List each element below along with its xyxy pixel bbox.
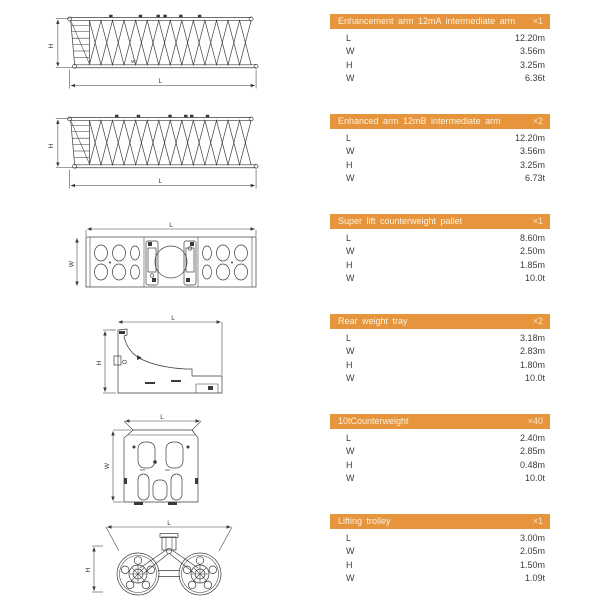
- spec-title: Enhanced arm 12mB intermediate arm: [338, 116, 501, 126]
- spec-row: [330, 545, 550, 559]
- dim-label: W: [346, 146, 355, 156]
- spec-rows: [330, 329, 550, 386]
- spec-rows: [330, 529, 550, 586]
- boom-section-a-drawing: [48, 6, 260, 98]
- spec-rows: [330, 129, 550, 186]
- dim-label: H: [346, 459, 353, 470]
- dim-label: W: [346, 246, 355, 256]
- spec-row: [330, 359, 550, 373]
- spec-header: [330, 314, 550, 329]
- spec-block-enhancement-arm-12ma: [330, 14, 550, 86]
- spec-title: 10tCounterweight: [338, 416, 409, 426]
- boom-b-length-dim-label: L: [158, 178, 163, 186]
- dim-label: H: [346, 559, 353, 570]
- dim-value: 1.50m: [519, 559, 545, 570]
- dim-label: H: [346, 359, 353, 370]
- boom-a-width-mark-label: W: [130, 59, 136, 65]
- dim-label: H: [346, 259, 353, 270]
- spec-count-badge: ×40: [527, 416, 543, 426]
- boom-section-b-drawing: [48, 106, 260, 198]
- dim-label: W: [346, 473, 355, 483]
- dim-value: 10.0t: [524, 273, 545, 283]
- pallet-length-dim-label: L: [169, 222, 173, 229]
- dim-value: 1.85m: [519, 259, 545, 270]
- spec-row: [330, 172, 550, 186]
- spec-row: [330, 432, 550, 446]
- spec-header: [330, 514, 550, 529]
- counterweight-pallet-drawing: [70, 222, 262, 296]
- spec-row: [330, 259, 550, 273]
- dim-value: 3.00m: [519, 532, 545, 543]
- dim-label: W: [346, 346, 355, 356]
- spec-row: [330, 345, 550, 359]
- dim-value: 3.56m: [519, 146, 545, 156]
- boom-a-length-dim-label: L: [158, 78, 163, 86]
- spec-row: [330, 32, 550, 46]
- dim-label: L: [346, 332, 352, 343]
- trolley-height-dim-label: H: [85, 567, 92, 573]
- dim-label: W: [346, 273, 355, 283]
- dim-label: W: [346, 446, 355, 456]
- spec-count-badge: ×1: [532, 216, 543, 226]
- dim-value: 2.40m: [519, 432, 545, 443]
- spec-count-badge: ×1: [532, 16, 543, 26]
- dim-value: 2.83m: [519, 346, 545, 356]
- spec-count-badge: ×2: [532, 116, 543, 126]
- dim-label: W: [346, 373, 355, 383]
- spec-rows: [330, 429, 550, 486]
- spec-block-lifting-trolley: [330, 514, 550, 586]
- dim-value: 2.85m: [519, 446, 545, 456]
- dim-label: W: [346, 73, 355, 83]
- spec-row: [330, 45, 550, 59]
- lifting-trolley-drawing: [76, 518, 251, 600]
- dim-value: 12.20m: [514, 32, 545, 43]
- dim-label: W: [346, 46, 355, 56]
- dim-value: 6.73t: [524, 173, 545, 183]
- pallet-width-dim-label: W: [68, 260, 76, 268]
- slab-length-dim-label: L: [160, 414, 164, 421]
- dim-label: W: [346, 173, 355, 183]
- tray-height-dim-label: H: [96, 360, 103, 366]
- spec-block-rear-weight-tray: [330, 314, 550, 386]
- dim-label: H: [346, 159, 353, 170]
- spec-block-10t-counterweight: [330, 414, 550, 486]
- dim-value: 1.80m: [519, 359, 545, 370]
- dim-value: 3.25m: [519, 159, 545, 170]
- spec-row: [330, 372, 550, 386]
- spec-block-superlift-pallet: [330, 214, 550, 286]
- dim-value: 3.18m: [519, 332, 545, 343]
- weight-tray-drawing: [95, 313, 230, 403]
- dim-label: H: [346, 59, 353, 70]
- dim-label: L: [346, 232, 352, 243]
- spec-row: [330, 232, 550, 246]
- dim-label: L: [346, 132, 352, 143]
- spec-title: Rear weight tray: [338, 316, 408, 326]
- counterweight-slab-drawing: [104, 414, 216, 508]
- spec-row: [330, 472, 550, 486]
- spec-count-badge: ×2: [532, 316, 543, 326]
- spec-row: [330, 159, 550, 173]
- spec-rows: [330, 229, 550, 286]
- dim-value: 0.48m: [519, 459, 545, 470]
- boom-a-height-dim-label: H: [47, 43, 55, 49]
- dim-value: 8.60m: [519, 232, 545, 243]
- dim-value: 10.0t: [524, 373, 545, 383]
- dim-value: 1.09t: [524, 573, 545, 583]
- dim-value: 3.25m: [519, 59, 545, 70]
- spec-row: [330, 145, 550, 159]
- spec-row: [330, 445, 550, 459]
- dim-value: 3.56m: [519, 46, 545, 56]
- spec-title: Lifting trolley: [338, 516, 391, 526]
- boom-b-height-dim-label: H: [47, 143, 55, 149]
- spec-row: [330, 572, 550, 586]
- spec-title: Enhancement arm 12mA intermediate arm: [338, 16, 516, 26]
- spec-header: [330, 14, 550, 29]
- dim-value: 2.05m: [519, 546, 545, 556]
- spec-title: Super lift counterweight pallet: [338, 216, 463, 226]
- spec-row: [330, 245, 550, 259]
- spec-count-badge: ×1: [532, 516, 543, 526]
- spec-row: [330, 559, 550, 573]
- spec-row: [330, 459, 550, 473]
- spec-header: [330, 214, 550, 229]
- dim-value: 2.50m: [519, 246, 545, 256]
- dim-label: W: [346, 573, 355, 583]
- dim-label: W: [346, 546, 355, 556]
- spec-block-enhanced-arm-12mb: [330, 114, 550, 186]
- dim-label: L: [346, 432, 352, 443]
- dim-value: 6.36t: [524, 73, 545, 83]
- spec-header: [330, 414, 550, 429]
- dim-label: L: [346, 32, 352, 43]
- spec-row: [330, 72, 550, 86]
- spec-row: [330, 332, 550, 346]
- dim-value: 10.0t: [524, 473, 545, 483]
- slab-width-dim-label: W: [104, 462, 111, 470]
- spec-row: [330, 272, 550, 286]
- spec-header: [330, 114, 550, 129]
- dim-value: 12.20m: [514, 132, 545, 143]
- spec-row: [330, 532, 550, 546]
- dim-label: L: [346, 532, 352, 543]
- spec-row: [330, 132, 550, 146]
- tray-length-dim-label: L: [171, 315, 175, 322]
- spec-rows: [330, 29, 550, 86]
- trolley-length-dim-label: L: [167, 520, 171, 527]
- spec-row: [330, 59, 550, 73]
